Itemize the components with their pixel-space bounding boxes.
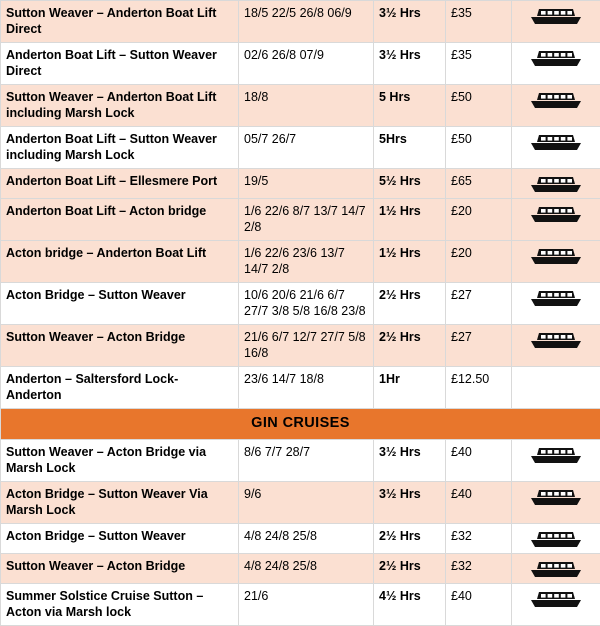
cruise-vessel-cell — [512, 169, 600, 199]
table-row — [1, 481, 600, 523]
table-row — [1, 439, 600, 481]
cruise-duration: 2½ Hrs — [374, 553, 446, 583]
cruise-price: £32 — [446, 553, 512, 583]
cruise-duration: 2½ Hrs — [374, 283, 446, 325]
cruise-vessel-cell — [512, 523, 600, 553]
cruise-vessel-cell — [512, 43, 600, 85]
cruise-dates: 05/7 26/7 — [239, 127, 374, 169]
table-row — [1, 85, 600, 127]
cruise-route: Sutton Weaver – Anderton Boat Lift including Marsh Lock — [1, 85, 239, 127]
cruise-dates: 1/6 22/6 23/6 13/7 14/7 2/8 — [239, 241, 374, 283]
table-row — [1, 367, 600, 409]
cruise-duration: 2½ Hrs — [374, 325, 446, 367]
cruise-duration: 4½ Hrs — [374, 583, 446, 625]
cruise-route: Sutton Weaver – Anderton Boat Lift Direct — [1, 1, 239, 43]
cruise-vessel-cell — [512, 325, 600, 367]
cruise-duration: 5 Hrs — [374, 85, 446, 127]
table-row — [1, 169, 600, 199]
table-row — [1, 43, 600, 85]
table-row — [1, 127, 600, 169]
table-row — [1, 1, 600, 43]
canal-boat-icon — [529, 91, 583, 105]
table-row — [1, 283, 600, 325]
cruise-price: £40 — [446, 439, 512, 481]
cruise-duration: 3½ Hrs — [374, 481, 446, 523]
cruise-route: Sutton Weaver – Acton Bridge — [1, 325, 239, 367]
section-title: GIN CRUISES — [1, 409, 600, 440]
cruise-price: £35 — [446, 43, 512, 85]
cruise-route: Acton Bridge – Sutton Weaver — [1, 523, 239, 553]
cruise-price: £20 — [446, 199, 512, 241]
canal-boat-icon — [529, 289, 583, 303]
cruise-duration: 3½ Hrs — [374, 43, 446, 85]
cruise-route: Acton Bridge – Sutton Weaver Via Marsh Lock — [1, 481, 239, 523]
cruise-price: £50 — [446, 127, 512, 169]
cruise-route: Sutton Weaver – Acton Bridge via Marsh Lock — [1, 439, 239, 481]
canal-boat-icon — [529, 205, 583, 219]
cruise-route: Anderton Boat Lift – Sutton Weaver Direct — [1, 43, 239, 85]
cruise-route: Anderton – Saltersford Lock- Anderton — [1, 367, 239, 409]
cruise-price: £20 — [446, 241, 512, 283]
cruise-dates: 4/8 24/8 25/8 — [239, 523, 374, 553]
cruise-duration: 1Hr — [374, 367, 446, 409]
cruise-dates: 19/5 — [239, 169, 374, 199]
cruise-route: Summer Solstice Cruise Sutton – Acton via Marsh lock — [1, 583, 239, 625]
cruise-vessel-cell — [512, 127, 600, 169]
cruise-dates: 02/6 26/8 07/9 — [239, 43, 374, 85]
cruise-dates: 23/6 14/7 18/8 — [239, 367, 374, 409]
section-header-row — [1, 409, 600, 440]
cruise-route: Acton Bridge – Sutton Weaver — [1, 283, 239, 325]
table-row — [1, 325, 600, 367]
table-row — [1, 583, 600, 625]
canal-boat-icon — [529, 247, 583, 261]
cruise-duration: 1½ Hrs — [374, 241, 446, 283]
canal-boat-icon — [529, 49, 583, 63]
cruise-duration: 1½ Hrs — [374, 199, 446, 241]
cruise-vessel-cell — [512, 367, 600, 409]
cruise-duration: 3½ Hrs — [374, 1, 446, 43]
cruise-vessel-cell — [512, 439, 600, 481]
canal-boat-icon — [529, 488, 583, 502]
cruise-price: £32 — [446, 523, 512, 553]
table-row — [1, 553, 600, 583]
cruise-price: £35 — [446, 1, 512, 43]
canal-boat-icon — [529, 590, 583, 604]
cruise-price: £12.50 — [446, 367, 512, 409]
cruise-duration: 2½ Hrs — [374, 523, 446, 553]
canal-boat-icon — [529, 530, 583, 544]
cruise-vessel-cell — [512, 1, 600, 43]
cruise-route: Anderton Boat Lift – Acton bridge — [1, 199, 239, 241]
cruise-vessel-cell — [512, 583, 600, 625]
cruise-price: £50 — [446, 85, 512, 127]
cruise-price: £27 — [446, 325, 512, 367]
cruise-dates: 18/5 22/5 26/8 06/9 — [239, 1, 374, 43]
cruise-duration: 3½ Hrs — [374, 439, 446, 481]
cruise-price: £27 — [446, 283, 512, 325]
canal-boat-icon — [529, 133, 583, 147]
cruise-table-body — [1, 1, 600, 626]
canal-boat-icon — [529, 7, 583, 21]
cruise-dates: 4/8 24/8 25/8 — [239, 553, 374, 583]
table-row — [1, 523, 600, 553]
cruise-route: Sutton Weaver – Acton Bridge — [1, 553, 239, 583]
cruise-vessel-cell — [512, 199, 600, 241]
canal-boat-icon — [529, 560, 583, 574]
cruise-vessel-cell — [512, 553, 600, 583]
canal-boat-icon — [529, 331, 583, 345]
cruise-price: £40 — [446, 583, 512, 625]
canal-boat-icon — [529, 446, 583, 460]
cruise-route: Anderton Boat Lift – Ellesmere Port — [1, 169, 239, 199]
cruise-dates: 8/6 7/7 28/7 — [239, 439, 374, 481]
cruise-vessel-cell — [512, 241, 600, 283]
cruise-price: £65 — [446, 169, 512, 199]
cruise-duration: 5Hrs — [374, 127, 446, 169]
cruise-dates: 21/6 6/7 12/7 27/7 5/8 16/8 — [239, 325, 374, 367]
cruise-route: Acton bridge – Anderton Boat Lift — [1, 241, 239, 283]
cruise-dates: 21/6 — [239, 583, 374, 625]
cruise-dates: 9/6 — [239, 481, 374, 523]
cruise-vessel-cell — [512, 283, 600, 325]
canal-boat-icon — [529, 175, 583, 189]
table-row — [1, 199, 600, 241]
cruise-duration: 5½ Hrs — [374, 169, 446, 199]
cruise-dates: 1/6 22/6 8/7 13/7 14/7 2/8 — [239, 199, 374, 241]
cruise-price: £40 — [446, 481, 512, 523]
cruise-vessel-cell — [512, 481, 600, 523]
cruise-vessel-cell — [512, 85, 600, 127]
cruise-dates: 10/6 20/6 21/6 6/7 27/7 3/8 5/8 16/8 23/8 — [239, 283, 374, 325]
cruise-route: Anderton Boat Lift – Sutton Weaver including Marsh Lock — [1, 127, 239, 169]
table-row — [1, 241, 600, 283]
cruise-dates: 18/8 — [239, 85, 374, 127]
